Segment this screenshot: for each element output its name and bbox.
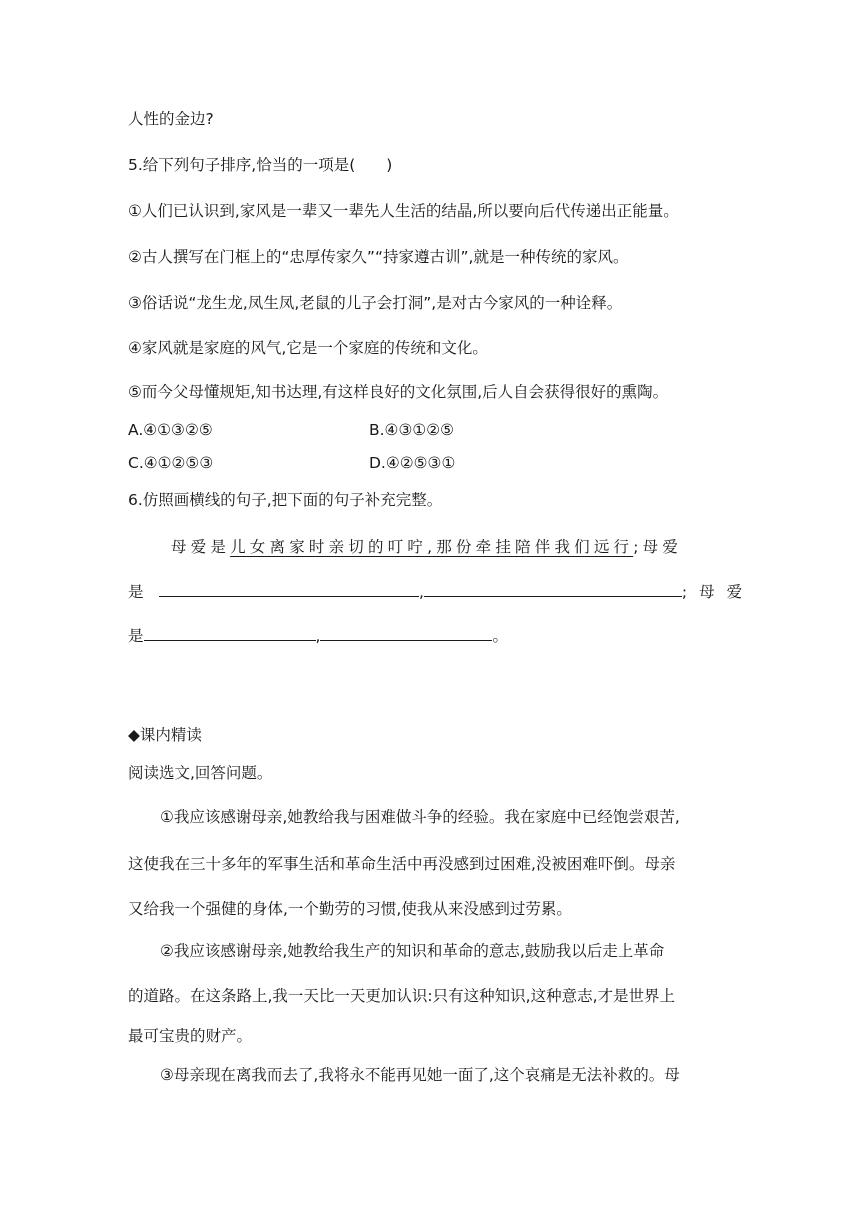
fill-line-3 (128, 624, 508, 647)
question-6-stem: 6.仿照画横线的句子,把下面的句子补充完整。 (128, 491, 443, 509)
sentence-4: ④家风就是家庭的风气,它是一个家庭的传统和文化。 (128, 339, 488, 357)
section-heading: ◆课内精读 (128, 726, 202, 744)
question-5-stem: 5.给下列句子排序,恰当的一项是( ) (128, 156, 393, 174)
fill-line-2 (128, 580, 755, 603)
passage-line: 又给我一个强健的身体,一个勤劳的习惯,使我从来没感到过劳累。 (128, 900, 572, 918)
line-start: 是 (128, 627, 144, 645)
period: 。 (492, 627, 508, 645)
underlined-model-sentence: 儿女离家时亲切的叮咛,那份牵挂陪伴我们远行 (230, 538, 634, 556)
passage-line: 的道路。在这条路上,我一天比一天更加认识:只有这种知识,这种意志,才是世界上 (128, 987, 676, 1005)
fill-prefix: 母爱是 (171, 538, 231, 556)
option-d[interactable]: D.④②⑤③① (369, 454, 456, 472)
option-b[interactable]: B.④③①②⑤ (369, 421, 455, 439)
passage-line: ③母亲现在离我而去了,我将永不能再见她一面了,这个哀痛是无法补救的。母 (160, 1066, 680, 1084)
semicolon-tail: ;母爱 (681, 583, 755, 601)
passage-line: ①我应该感谢母亲,她教给我与困难做斗争的经验。我在家庭中已经饱尝艰苦, (160, 808, 680, 826)
answer-blank-2[interactable] (424, 580, 682, 597)
answer-blank-3[interactable] (144, 624, 316, 641)
option-c[interactable]: C.④①②⑤③ (128, 454, 214, 472)
reading-instruction: 阅读选文,回答问题。 (128, 764, 273, 782)
passage-line: ②我应该感谢母亲,她教给我生产的知识和革命的意志,鼓励我以后走上革命 (160, 942, 665, 960)
fill-line-1 (171, 536, 682, 558)
sentence-5: ⑤而今父母懂规矩,知书达理,有这样良好的文化氛围,后人自会获得很好的熏陶。 (128, 383, 669, 401)
passage-line: 这使我在三十多年的军事生活和革命生活中再没感到过困难,没被困难吓倒。母亲 (128, 855, 676, 873)
answer-blank-4[interactable] (320, 624, 492, 641)
sentence-1: ①人们已认识到,家风是一辈又一辈先人生活的结晶,所以要向后代传递出正能量。 (128, 202, 679, 220)
option-a[interactable]: A.④①③②⑤ (128, 421, 213, 439)
comma: , (418, 583, 424, 601)
line-start: 是 (128, 583, 144, 601)
comma: , (315, 627, 321, 645)
text-line: 人性的金边? (128, 110, 214, 128)
answer-blank-1[interactable] (159, 580, 419, 597)
sentence-3: ③俗话说“龙生龙,凤生凤,老鼠的儿子会打洞”,是对古今家风的一种诠释。 (128, 294, 623, 312)
passage-line: 最可宝贵的财产。 (128, 1027, 253, 1045)
fill-tail: ;母爱 (633, 538, 683, 556)
sentence-2: ②古人撰写在门框上的“忠厚传家久”“持家遵古训”,就是一种传统的家风。 (128, 248, 629, 266)
